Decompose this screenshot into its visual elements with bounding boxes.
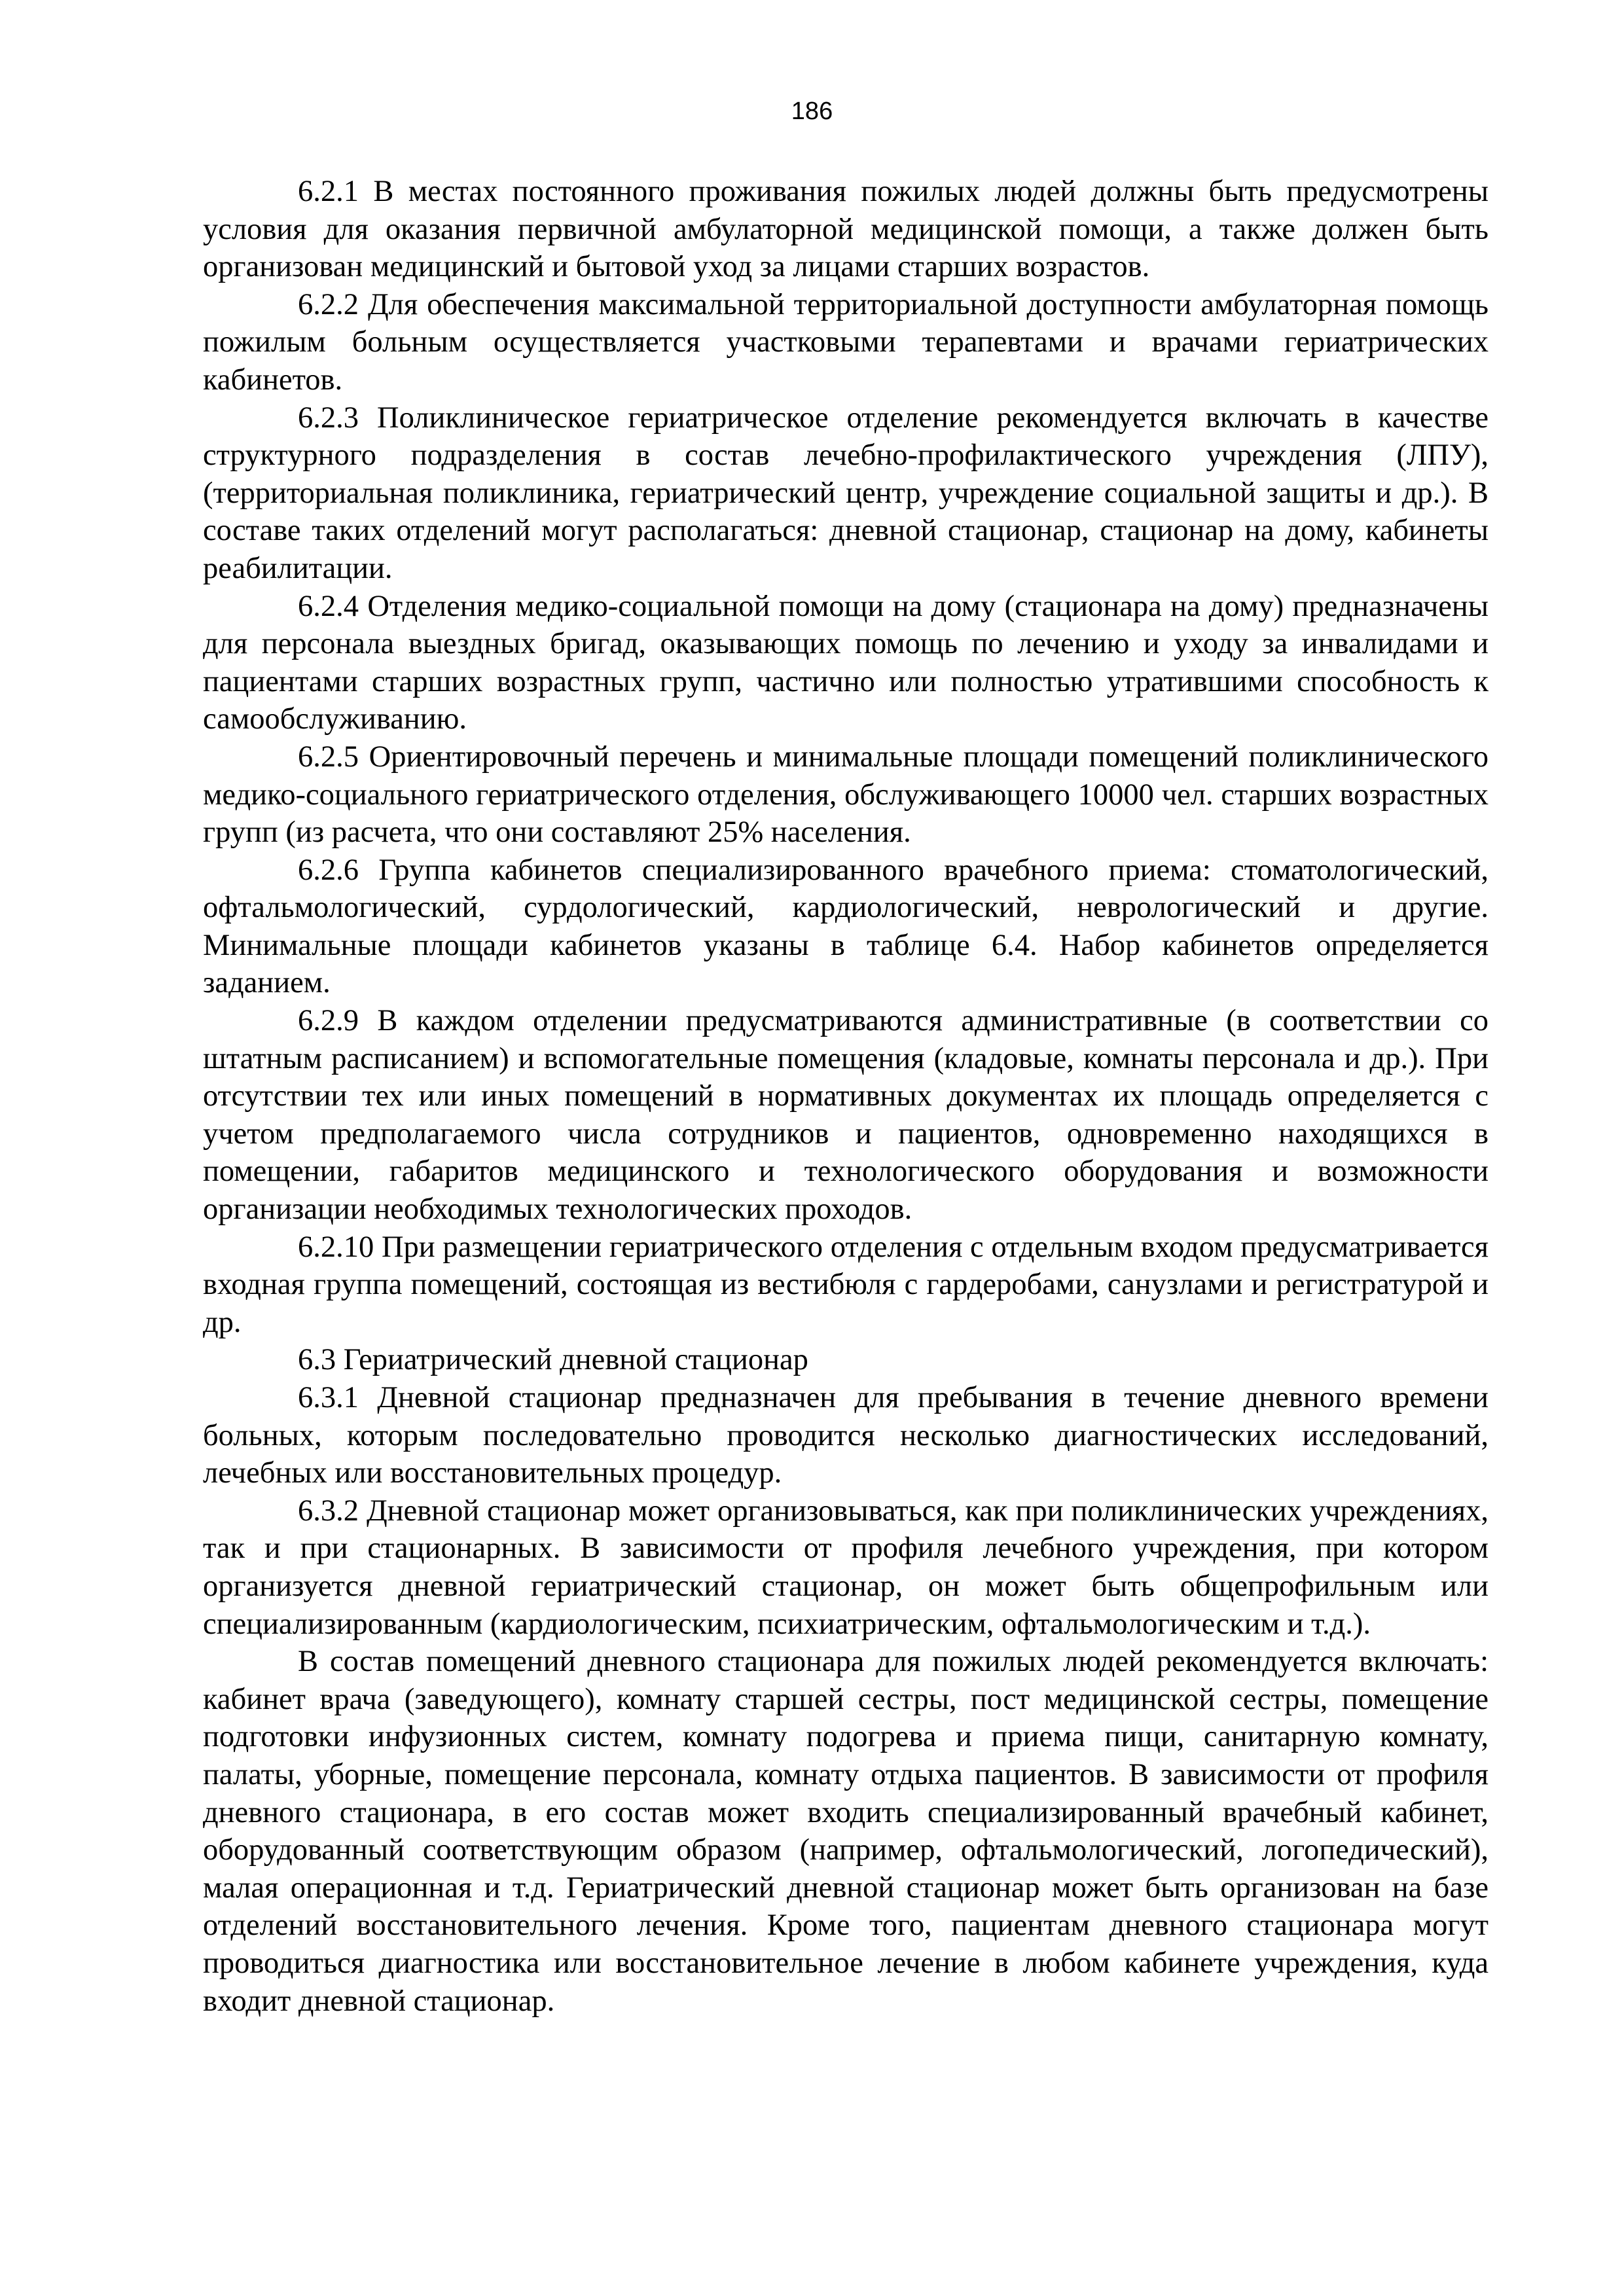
paragraph-6-3-2: 6.3.2 Дневной стационар может организовываться, как при поликлинических учреждениях, так и при стационарных. В зависимости от профиля лечебного учреждения, при котором организуется дневной гериатрический стационар, он может быть общепрофильным или специализированным (кардиологическим, психиатрическим, офтальмологическим и т.д.). (203, 1494, 1489, 1641)
paragraph-6-2-6: 6.2.6 Группа кабинетов специализированного врачебного приема: стоматологический, офтальмологический, сурдологический, кардиологический, неврологический и другие. Минимальные площади кабинетов указаны в таблице 6.4. Набор кабинетов определяется заданием. (203, 853, 1489, 1000)
paragraph-6-2-10: 6.2.10 При размещении гериатрического отделения с отдельным входом предусматривается входная группа помещений, состоящая из вестибюля с гардеробами, санузлами и регистратурой и др. (203, 1230, 1489, 1339)
document-body (203, 173, 1489, 2020)
paragraph-6-3-1: 6.3.1 Дневной стационар предназначен для пребывания в течение дневного времени больных, которым последовательно проводится несколько диагностических исследований, лечебных или восстановительных процедур. (203, 1381, 1489, 1490)
paragraph-6-2-1: 6.2.1 В местах постоянного проживания пожилых людей должны быть предусмотрены условия для оказания первичной амбулаторной медицинской помощи, а также должен быть организован медицинский и бытовой уход за лицами старших возрастов. (203, 175, 1489, 284)
paragraph-6-2-2: 6.2.2 Для обеспечения максимальной территориальной доступности амбулаторная помощь пожилым больным осуществляется участковыми терапевтами и врачами гериатрических кабинетов. (203, 287, 1489, 397)
paragraph-6-2-9: 6.2.9 В каждом отделении предусматриваются административные (в соответствии со штатным расписанием) и вспомогательные помещения (кладовые, комнаты персонала и др.). При отсутствии тех или иных помещений в нормативных документах их площадь определяется с учетом предполагаемого числа сотрудников и пациентов, одновременно находящихся в помещении, габаритов медицинского и технологического оборудования и возможности организации необходимых технологических проходов. (203, 1004, 1489, 1227)
page-number: 186 (791, 98, 833, 125)
paragraph-6-2-5: 6.2.5 Ориентировочный перечень и минимальные площади помещений поликлинического медико-социального гериатрического отделения, обслуживающего 10000 чел. старших возрастных групп (из расчета, что они составляют 25% населения. (203, 740, 1489, 850)
paragraph-6-2-3: 6.2.3 Поликлиническое гериатрическое отделение рекомендуется включать в качестве структурного подразделения в состав лечебно-профилактического учреждения (ЛПУ), (территориальная поликлиника, гериатрический центр, учреждение социальной защиты и др.). В составе таких отделений могут располагаться: дневной стационар, стационар на дому, кабинеты реабилитации. (203, 401, 1489, 585)
section-heading-6-3: 6.3 Гериатрический дневной стационар (298, 1343, 808, 1377)
paragraph-6-2-4: 6.2.4 Отделения медико-социальной помощи на дому (стационара на дому) предназначены для персонала выездных бригад, оказывающих помощь по лечению и уходу за инвалидами и пациентами старших возрастных групп, частично или полностью утратившими способность к самообслуживанию. (203, 589, 1489, 736)
paragraph-composition: В состав помещений дневного стационара для пожилых людей рекомендуется включать: кабинет врача (заведующего), комнату старшей сестры, пост медицинской сестры, помещение подготовки инфузионных систем, комнату подогрева и приема пищи, санитарную комнату, палаты, уборные, помещение персонала, комнату отдыха пациентов. В зависимости от профиля дневного стационара, в его состав может входить специализированный врачебный кабинет, оборудованный соответствующим образом (например, офтальмологический, логопедический), малая операционная и т.д. Гериатрический дневной стационар может быть организован на базе отделений восстановительного лечения. Кроме того, пациентам дневного стационара могут проводиться диагностика или восстановительное лечение в любом кабинете учреждения, куда входит дневной стационар. (203, 1645, 1489, 2018)
